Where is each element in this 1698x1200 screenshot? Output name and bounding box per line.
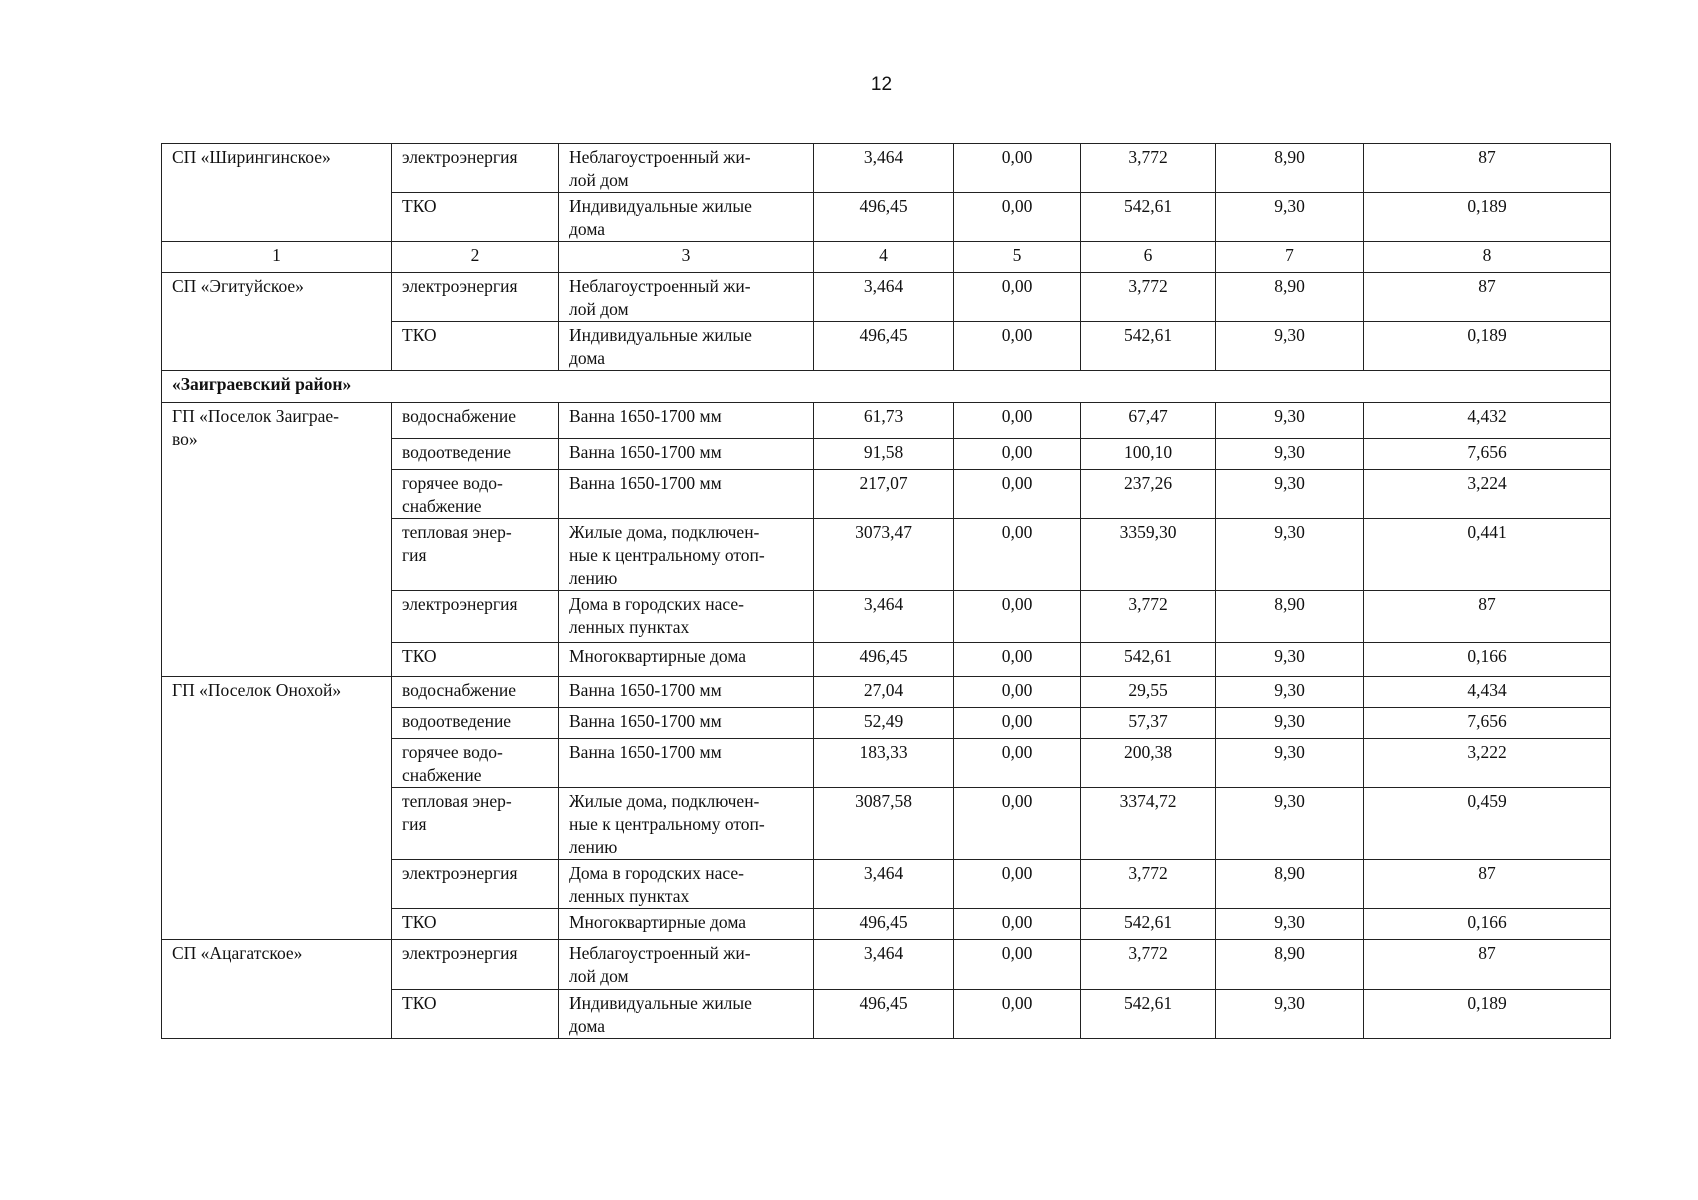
tariff-new-cell: 29,55	[1081, 677, 1216, 708]
settlement-cell: СП «Ширингинское»	[162, 144, 392, 242]
increase-cell: 0,00	[954, 677, 1081, 708]
increase-cell: 0,00	[954, 439, 1081, 470]
growth-percent-cell: 9,30	[1216, 788, 1364, 860]
norm-cell: 4,434	[1364, 677, 1611, 708]
category-cell: Ванна 1650-1700 мм	[559, 470, 814, 519]
category-cell: Дома в городских насе- ленных пунктах	[559, 860, 814, 909]
table-body	[162, 144, 1611, 1039]
category-cell: Индивидуальные жилые дома	[559, 193, 814, 242]
growth-percent-cell: 9,30	[1216, 470, 1364, 519]
category-cell: Неблагоустроенный жи- лой дом	[559, 273, 814, 322]
tariff-current-cell: 496,45	[814, 322, 954, 371]
service-cell: водоотведение	[392, 439, 559, 470]
growth-percent-cell: 9,30	[1216, 990, 1364, 1039]
service-cell: ТКО	[392, 322, 559, 371]
tariff-new-cell: 57,37	[1081, 708, 1216, 739]
service-cell: электроэнергия	[392, 860, 559, 909]
increase-cell: 0,00	[954, 860, 1081, 909]
service-cell: тепловая энер- гия	[392, 519, 559, 591]
tariff-new-cell: 3,772	[1081, 860, 1216, 909]
norm-cell: 0,166	[1364, 643, 1611, 677]
increase-cell: 0,00	[954, 144, 1081, 193]
tariff-new-cell: 3,772	[1081, 591, 1216, 643]
service-cell: горячее водо- снабжение	[392, 470, 559, 519]
increase-cell: 0,00	[954, 990, 1081, 1039]
tariff-new-cell: 3359,30	[1081, 519, 1216, 591]
increase-cell: 0,00	[954, 909, 1081, 940]
increase-cell: 0,00	[954, 273, 1081, 322]
growth-percent-cell: 9,30	[1216, 519, 1364, 591]
tariff-new-cell: 542,61	[1081, 643, 1216, 677]
service-cell: ТКО	[392, 909, 559, 940]
increase-cell: 0,00	[954, 643, 1081, 677]
service-cell: электроэнергия	[392, 940, 559, 990]
tariff-new-cell: 542,61	[1081, 990, 1216, 1039]
increase-cell: 0,00	[954, 193, 1081, 242]
growth-percent-cell: 9,30	[1216, 677, 1364, 708]
norm-cell: 3,222	[1364, 739, 1611, 788]
column-number-8: 8	[1364, 242, 1611, 273]
increase-cell: 0,00	[954, 403, 1081, 439]
category-cell: Ванна 1650-1700 мм	[559, 708, 814, 739]
norm-cell: 0,189	[1364, 322, 1611, 371]
category-cell: Многоквартирные дома	[559, 643, 814, 677]
service-cell: ТКО	[392, 193, 559, 242]
norm-cell: 7,656	[1364, 439, 1611, 470]
service-cell: электроэнергия	[392, 591, 559, 643]
table-row	[162, 677, 1611, 708]
service-cell: водоснабжение	[392, 403, 559, 439]
increase-cell: 0,00	[954, 322, 1081, 371]
district-title: «Заиграевский район»	[162, 371, 1611, 403]
tariff-new-cell: 100,10	[1081, 439, 1216, 470]
tariff-current-cell: 3,464	[814, 860, 954, 909]
norm-cell: 87	[1364, 860, 1611, 909]
norm-cell: 0,189	[1364, 193, 1611, 242]
increase-cell: 0,00	[954, 940, 1081, 990]
norm-cell: 87	[1364, 144, 1611, 193]
settlement-cell: ГП «Поселок Заиграе- во»	[162, 403, 392, 677]
tariff-current-cell: 3087,58	[814, 788, 954, 860]
increase-cell: 0,00	[954, 519, 1081, 591]
category-cell: Ванна 1650-1700 мм	[559, 677, 814, 708]
tariff-current-cell: 496,45	[814, 193, 954, 242]
district-row	[162, 371, 1611, 403]
tariff-current-cell: 3,464	[814, 144, 954, 193]
tariff-new-cell: 200,38	[1081, 739, 1216, 788]
category-cell: Ванна 1650-1700 мм	[559, 439, 814, 470]
norm-cell: 4,432	[1364, 403, 1611, 439]
growth-percent-cell: 9,30	[1216, 643, 1364, 677]
category-cell: Неблагоустроенный жи- лой дом	[559, 940, 814, 990]
norm-cell: 0,459	[1364, 788, 1611, 860]
service-cell: водоотведение	[392, 708, 559, 739]
table-row	[162, 144, 1611, 193]
tariff-new-cell: 3,772	[1081, 144, 1216, 193]
tariff-new-cell: 542,61	[1081, 193, 1216, 242]
service-cell: электроэнергия	[392, 144, 559, 193]
tariff-current-cell: 61,73	[814, 403, 954, 439]
column-number-7: 7	[1216, 242, 1364, 273]
category-cell: Индивидуальные жилые дома	[559, 990, 814, 1039]
tariff-new-cell: 3374,72	[1081, 788, 1216, 860]
tariff-current-cell: 496,45	[814, 990, 954, 1039]
norm-cell: 7,656	[1364, 708, 1611, 739]
tariff-current-cell: 27,04	[814, 677, 954, 708]
column-number-5: 5	[954, 242, 1081, 273]
settlement-cell: СП «Ацагатское»	[162, 940, 392, 1039]
growth-percent-cell: 8,90	[1216, 940, 1364, 990]
settlement-cell: СП «Эгитуйское»	[162, 273, 392, 371]
tariff-new-cell: 237,26	[1081, 470, 1216, 519]
tariff-current-cell: 3073,47	[814, 519, 954, 591]
table-row	[162, 403, 1611, 439]
service-cell: тепловая энер- гия	[392, 788, 559, 860]
growth-percent-cell: 9,30	[1216, 403, 1364, 439]
table-row	[162, 273, 1611, 322]
growth-percent-cell: 9,30	[1216, 193, 1364, 242]
service-cell: электроэнергия	[392, 273, 559, 322]
increase-cell: 0,00	[954, 788, 1081, 860]
column-number-1: 1	[162, 242, 392, 273]
tariff-current-cell: 3,464	[814, 591, 954, 643]
tariff-current-cell: 183,33	[814, 739, 954, 788]
page-number: 12	[870, 74, 893, 95]
category-cell: Индивидуальные жилые дома	[559, 322, 814, 371]
service-cell: ТКО	[392, 990, 559, 1039]
column-number-4: 4	[814, 242, 954, 273]
norm-cell: 0,189	[1364, 990, 1611, 1039]
growth-percent-cell: 8,90	[1216, 860, 1364, 909]
growth-percent-cell: 8,90	[1216, 273, 1364, 322]
tariff-new-cell: 3,772	[1081, 940, 1216, 990]
service-cell: водоснабжение	[392, 677, 559, 708]
norm-cell: 87	[1364, 940, 1611, 990]
table-row	[162, 940, 1611, 990]
growth-percent-cell: 9,30	[1216, 708, 1364, 739]
growth-percent-cell: 9,30	[1216, 909, 1364, 940]
growth-percent-cell: 9,30	[1216, 739, 1364, 788]
service-cell: горячее водо- снабжение	[392, 739, 559, 788]
column-number-row	[162, 242, 1611, 273]
norm-cell: 87	[1364, 273, 1611, 322]
column-number-6: 6	[1081, 242, 1216, 273]
tariff-current-cell: 217,07	[814, 470, 954, 519]
category-cell: Жилые дома, подключен- ные к центральному отоп- лению	[559, 519, 814, 591]
tariff-current-cell: 3,464	[814, 273, 954, 322]
tariff-new-cell: 542,61	[1081, 909, 1216, 940]
column-number-3: 3	[559, 242, 814, 273]
tariff-current-cell: 496,45	[814, 909, 954, 940]
increase-cell: 0,00	[954, 591, 1081, 643]
settlement-cell: ГП «Поселок Онохой»	[162, 677, 392, 940]
tariff-new-cell: 3,772	[1081, 273, 1216, 322]
tariff-new-cell: 542,61	[1081, 322, 1216, 371]
norm-cell: 0,166	[1364, 909, 1611, 940]
column-number-2: 2	[392, 242, 559, 273]
tariff-current-cell: 3,464	[814, 940, 954, 990]
growth-percent-cell: 9,30	[1216, 439, 1364, 470]
tariff-new-cell: 67,47	[1081, 403, 1216, 439]
growth-percent-cell: 8,90	[1216, 144, 1364, 193]
increase-cell: 0,00	[954, 708, 1081, 739]
norm-cell: 87	[1364, 591, 1611, 643]
growth-percent-cell: 9,30	[1216, 322, 1364, 371]
tariff-current-cell: 91,58	[814, 439, 954, 470]
category-cell: Жилые дома, подключен- ные к центральному отоп- лению	[559, 788, 814, 860]
category-cell: Неблагоустроенный жи- лой дом	[559, 144, 814, 193]
category-cell: Ванна 1650-1700 мм	[559, 739, 814, 788]
tariff-table	[161, 143, 1611, 1039]
category-cell: Многоквартирные дома	[559, 909, 814, 940]
growth-percent-cell: 8,90	[1216, 591, 1364, 643]
norm-cell: 3,224	[1364, 470, 1611, 519]
service-cell: ТКО	[392, 643, 559, 677]
increase-cell: 0,00	[954, 470, 1081, 519]
norm-cell: 0,441	[1364, 519, 1611, 591]
increase-cell: 0,00	[954, 739, 1081, 788]
tariff-current-cell: 496,45	[814, 643, 954, 677]
category-cell: Дома в городских насе- ленных пунктах	[559, 591, 814, 643]
tariff-current-cell: 52,49	[814, 708, 954, 739]
category-cell: Ванна 1650-1700 мм	[559, 403, 814, 439]
